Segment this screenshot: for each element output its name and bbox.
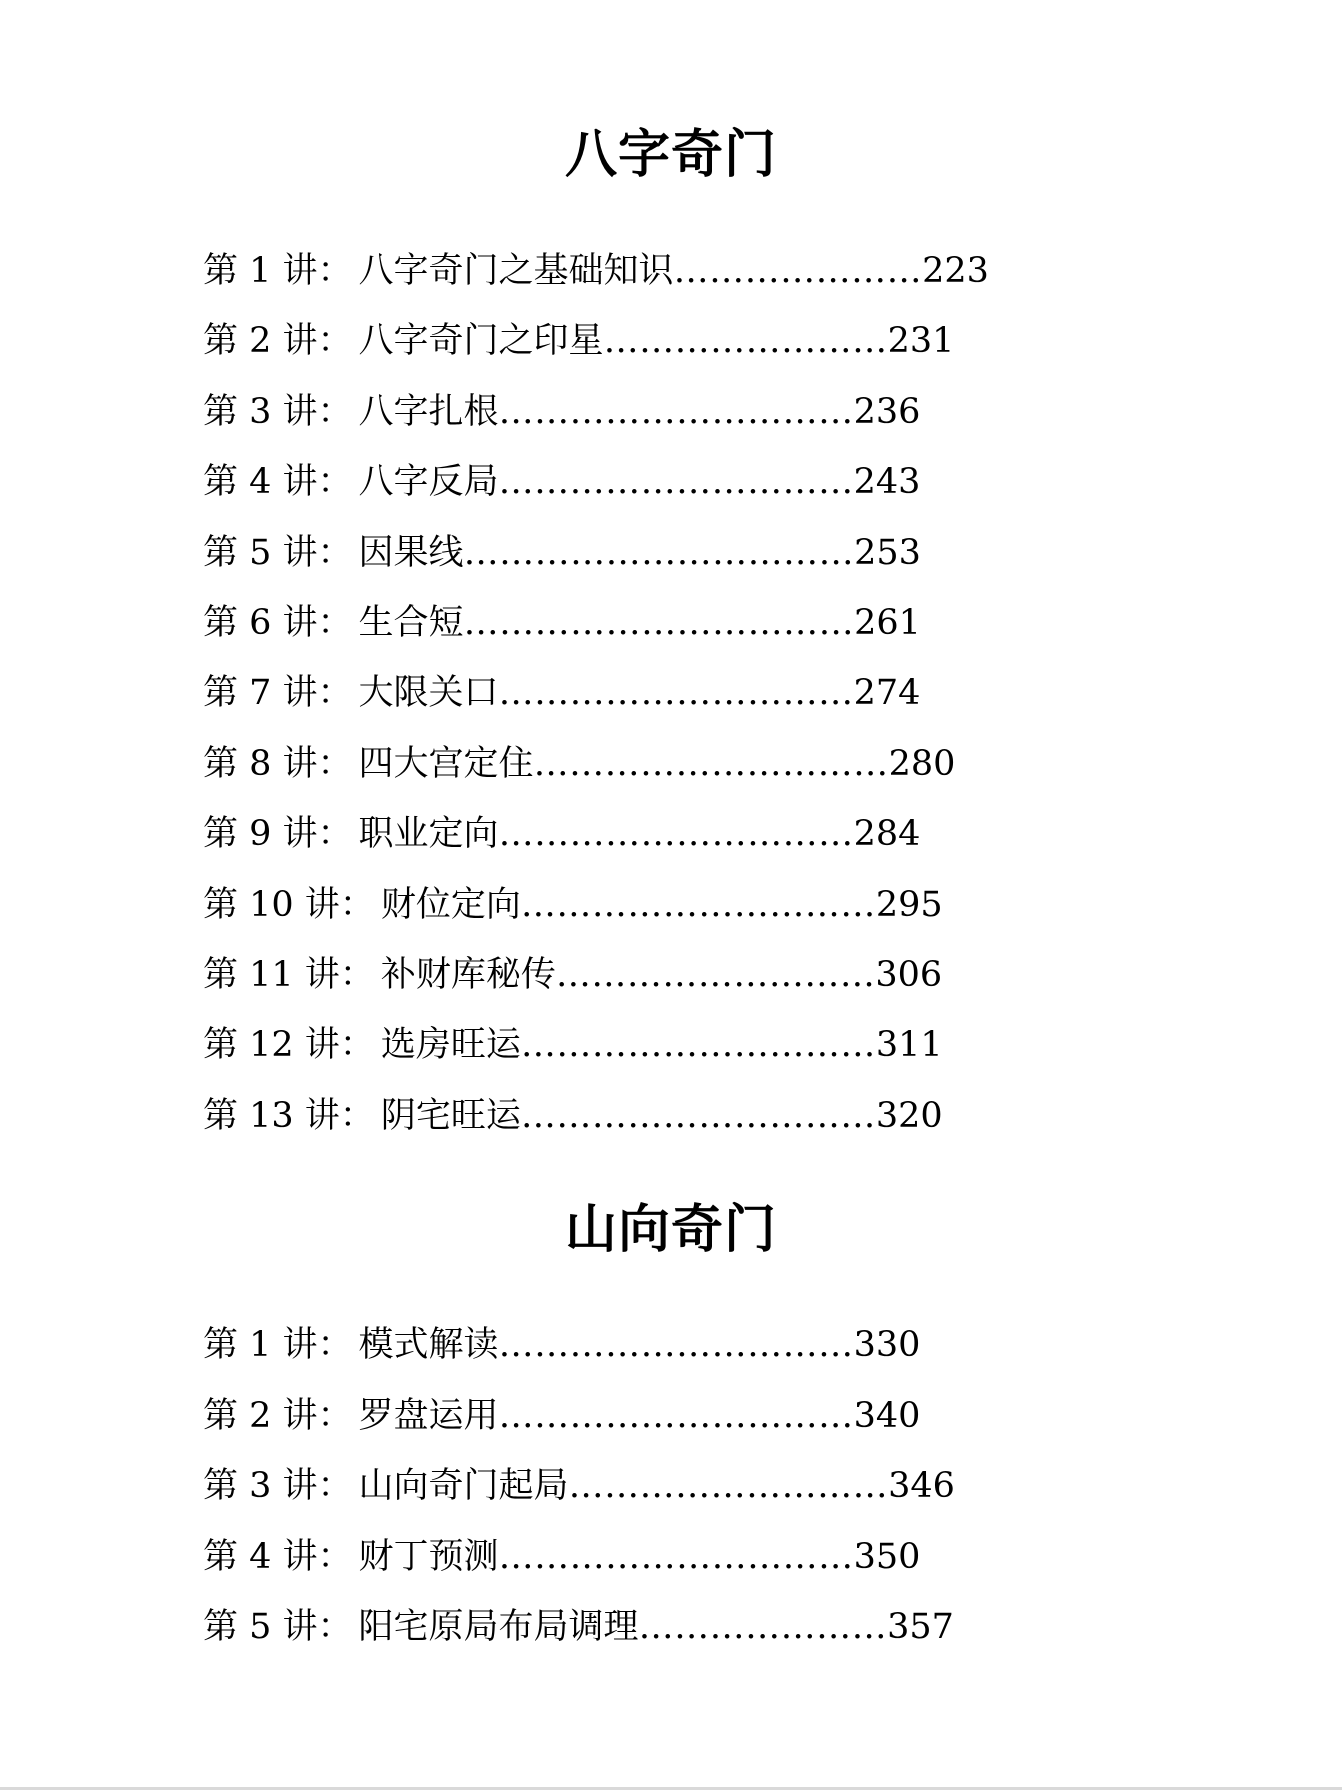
lecture-title: 八字反局 [358, 462, 499, 503]
dot-leader: ………………… [638, 1607, 888, 1647]
lecture-number: 第 4 讲 [203, 1536, 318, 1577]
separator: ： [317, 814, 353, 855]
lecture-title: 财位定向 [380, 884, 521, 925]
lecture-title: 模式解读 [358, 1325, 499, 1365]
page-number: 357 [887, 1607, 954, 1647]
page-number: 306 [875, 954, 943, 995]
toc-entry[interactable] [203, 453, 989, 523]
lecture-number: 第 10 讲 [203, 884, 340, 925]
lecture-number: 第 5 讲 [203, 532, 318, 573]
lecture-title: 职业定向 [358, 814, 499, 855]
toc-entry[interactable] [203, 383, 989, 453]
dot-leader: …………………… [603, 321, 888, 362]
page-number: 311 [875, 1025, 943, 1066]
page-number: 236 [853, 391, 921, 432]
separator: ： [339, 884, 375, 925]
separator: ： [317, 321, 353, 362]
page-number: 346 [888, 1466, 955, 1506]
dot-leader: ………………………… [533, 743, 889, 784]
lecture-title: 财丁预测 [358, 1536, 499, 1577]
separator: ： [317, 1395, 353, 1436]
lecture-number: 第 2 讲 [203, 1395, 318, 1436]
dot-leader: ………………………… [498, 814, 854, 855]
dot-leader: ………………………… [498, 462, 854, 503]
dot-leader: ……………………… [568, 1466, 889, 1506]
lecture-title: 阴宅旺运 [380, 1095, 521, 1136]
separator: ： [317, 251, 353, 291]
page-number: 274 [853, 673, 921, 714]
dot-leader: ………………………… [498, 1536, 854, 1577]
separator: ： [317, 532, 353, 573]
toc-entry[interactable] [203, 1016, 989, 1086]
toc-entry[interactable] [203, 242, 989, 312]
toc-list-shanxiang-qimen [203, 1316, 955, 1669]
separator: ： [339, 954, 375, 995]
separator: ： [317, 673, 353, 714]
separator: ： [317, 602, 353, 643]
separator: ： [339, 1095, 375, 1136]
section-title-shanxiang-qimen: 山向奇门 [564, 1199, 777, 1260]
toc-list-bazi-qimen [203, 242, 989, 1157]
dot-leader: ………………… [673, 251, 923, 291]
lecture-number: 第 1 讲 [203, 1325, 318, 1365]
page-number: 253 [854, 532, 921, 573]
separator: ： [339, 1025, 375, 1066]
lecture-number: 第 4 讲 [203, 462, 318, 503]
lecture-number: 第 13 讲 [203, 1095, 340, 1136]
dot-leader: ………………………… [520, 884, 876, 925]
toc-entry[interactable] [203, 805, 989, 875]
page-number: 243 [853, 462, 921, 503]
toc-entry[interactable] [203, 1316, 955, 1387]
lecture-number: 第 6 讲 [203, 602, 318, 643]
lecture-number: 第 3 讲 [203, 391, 318, 432]
lecture-title: 罗盘运用 [358, 1395, 499, 1436]
separator: ： [317, 743, 353, 784]
lecture-number: 第 5 讲 [203, 1607, 318, 1647]
lecture-number: 第 3 讲 [203, 1466, 318, 1506]
lecture-title: 四大宫定住 [358, 743, 534, 784]
page-number: 320 [875, 1095, 943, 1136]
page-number: 330 [853, 1325, 921, 1365]
page-number: 350 [853, 1536, 921, 1577]
lecture-number: 第 2 讲 [203, 321, 318, 362]
toc-entry[interactable] [203, 1387, 955, 1458]
lecture-number: 第 8 讲 [203, 743, 318, 784]
section-title-bazi-qimen: 八字奇门 [564, 124, 777, 185]
lecture-title: 选房旺运 [380, 1025, 521, 1066]
lecture-title: 大限关口 [358, 673, 499, 714]
page-number: 295 [875, 884, 943, 925]
toc-entry[interactable] [203, 735, 989, 805]
toc-entry[interactable] [203, 524, 989, 594]
page-number: 284 [853, 814, 921, 855]
toc-entry[interactable] [203, 594, 989, 664]
dot-leader: ………………………… [498, 1395, 854, 1436]
toc-entry[interactable] [203, 1457, 955, 1528]
dot-leader: ………………………… [520, 1095, 876, 1136]
dot-leader: ………………………… [498, 391, 854, 432]
lecture-title: 八字扎根 [358, 391, 499, 432]
toc-entry[interactable] [203, 312, 989, 382]
dot-leader: …………………………… [463, 532, 855, 573]
toc-entry[interactable] [203, 946, 989, 1016]
toc-entry[interactable] [203, 664, 989, 734]
dot-leader: ………………………… [520, 1025, 876, 1066]
separator: ： [317, 1325, 353, 1365]
separator: ： [317, 462, 353, 503]
page-number: 231 [887, 321, 955, 362]
lecture-title: 阳宅原局布局调理 [358, 1607, 639, 1647]
page-bottom-divider [0, 1787, 1342, 1790]
dot-leader: ……………………… [555, 954, 876, 995]
dot-leader: ………………………… [498, 1325, 854, 1365]
page-number: 340 [853, 1395, 921, 1436]
lecture-title: 山向奇门起局 [358, 1466, 569, 1506]
separator: ： [317, 1607, 353, 1647]
separator: ： [317, 1536, 353, 1577]
page-number: 261 [854, 602, 921, 643]
lecture-number: 第 12 讲 [203, 1025, 340, 1066]
lecture-number: 第 9 讲 [203, 814, 318, 855]
lecture-title: 八字奇门之印星 [358, 321, 604, 362]
lecture-title: 生合短 [358, 602, 464, 643]
toc-entry[interactable] [203, 1528, 955, 1599]
dot-leader: …………………………… [463, 602, 855, 643]
separator: ： [317, 1466, 353, 1506]
lecture-number: 第 11 讲 [203, 954, 340, 995]
lecture-number: 第 1 讲 [203, 251, 318, 291]
page-number: 223 [922, 251, 989, 291]
lecture-title: 八字奇门之基础知识 [358, 251, 674, 291]
toc-entry[interactable] [203, 876, 989, 946]
toc-entry[interactable] [203, 1598, 955, 1669]
toc-entry[interactable] [203, 1087, 989, 1157]
lecture-number: 第 7 讲 [203, 673, 318, 714]
dot-leader: ………………………… [498, 673, 854, 714]
separator: ： [317, 391, 353, 432]
lecture-title: 因果线 [358, 532, 464, 573]
page-number: 280 [888, 743, 956, 784]
lecture-title: 补财库秘传 [380, 954, 556, 995]
